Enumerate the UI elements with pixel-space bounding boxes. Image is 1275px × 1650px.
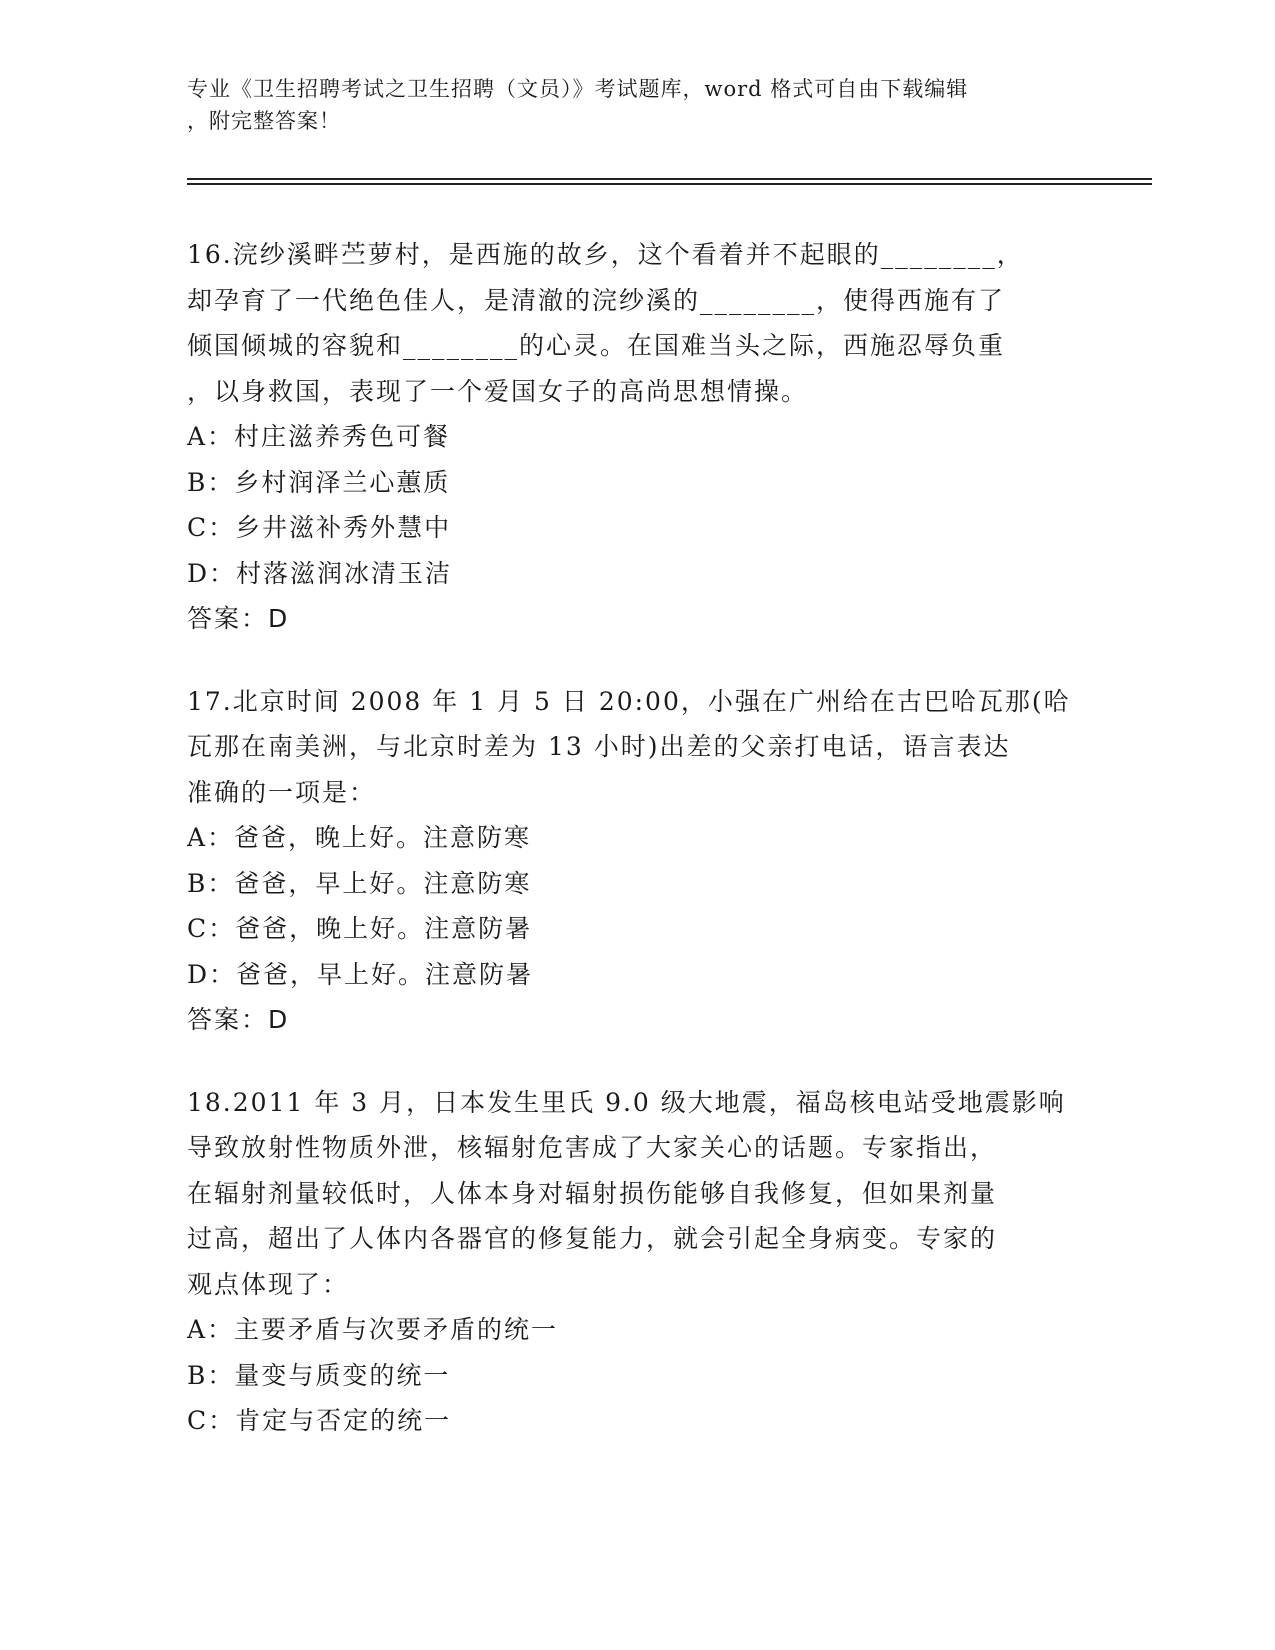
header-line: 专业《卫生招聘考试之卫生招聘（文员）》考试题库，word 格式可自由下载编辑 [187,77,969,101]
option-c: C：乡井滋补秀外慧中 [187,513,452,542]
document-header [187,73,1087,137]
option-b: B：乡村润泽兰心蕙质 [187,467,451,497]
option-d: D：村落滋润冰清玉洁 [187,558,453,588]
question-17 [187,679,1097,1043]
question-16 [187,232,1097,642]
question-stem-line: 倾国倾城的容貌和________的心灵。在国难当头之际，西施忍辱负重 [187,331,1006,360]
question-stem-line: 17.北京时间 2008 年 1 月 5 日 20:00，小强在广州给在古巴哈瓦那(哈 [187,686,1071,716]
question-stem-line: 观点体现了： [187,1269,350,1299]
option-a: A：主要矛盾与次要矛盾的统一 [187,1315,559,1344]
option-b: B：量变与质变的统一 [187,1360,451,1390]
question-stem-line: ，以身救国，表现了一个爱国女子的高尚思想情操。 [187,376,809,406]
option-c: C：肯定与否定的统一 [187,1406,452,1435]
header-divider [187,178,1152,180]
question-stem-line: 准确的一项是： [187,777,377,807]
question-stem-line: 过高，超出了人体内各器官的修复能力，就会引起全身病变。专家的 [187,1224,998,1253]
header-divider [187,183,1152,185]
question-list [187,232,1097,1481]
answer-label: 答案：D [187,1005,290,1034]
question-18 [187,1080,1097,1444]
header-line: ，附完整答案！ [187,109,341,133]
question-stem-line: 在辐射剂量较低时，人体本身对辐射损伤能够自我修复，但如果剂量 [187,1178,998,1208]
option-a: A：爸爸，晚上好。注意防寒 [187,823,532,852]
answer-label: 答案：D [187,604,290,633]
option-c: C：爸爸，晚上好。注意防暑 [187,914,533,943]
question-stem-line: 导致放射性物质外泄，核辐射危害成了大家关心的话题。专家指出， [187,1133,998,1162]
question-stem-line: 却孕育了一代绝色佳人，是清澈的浣纱溪的________，使得西施有了 [187,285,1006,315]
question-stem-line: 瓦那在南美洲，与北京时差为 13 小时)出差的父亲打电话，语言表达 [187,732,1011,761]
question-stem-line: 16.浣纱溪畔苎萝村，是西施的故乡，这个看着并不起眼的________， [187,240,1024,269]
option-a: A：村庄滋养秀色可餐 [187,422,451,451]
option-d: D：爸爸，早上好。注意防暑 [187,959,534,989]
option-b: B：爸爸，早上好。注意防寒 [187,868,532,898]
question-stem-line: 18.2011 年 3 月，日本发生里氏 9.0 级大地震，福岛核电站受地震影响 [187,1087,1066,1117]
